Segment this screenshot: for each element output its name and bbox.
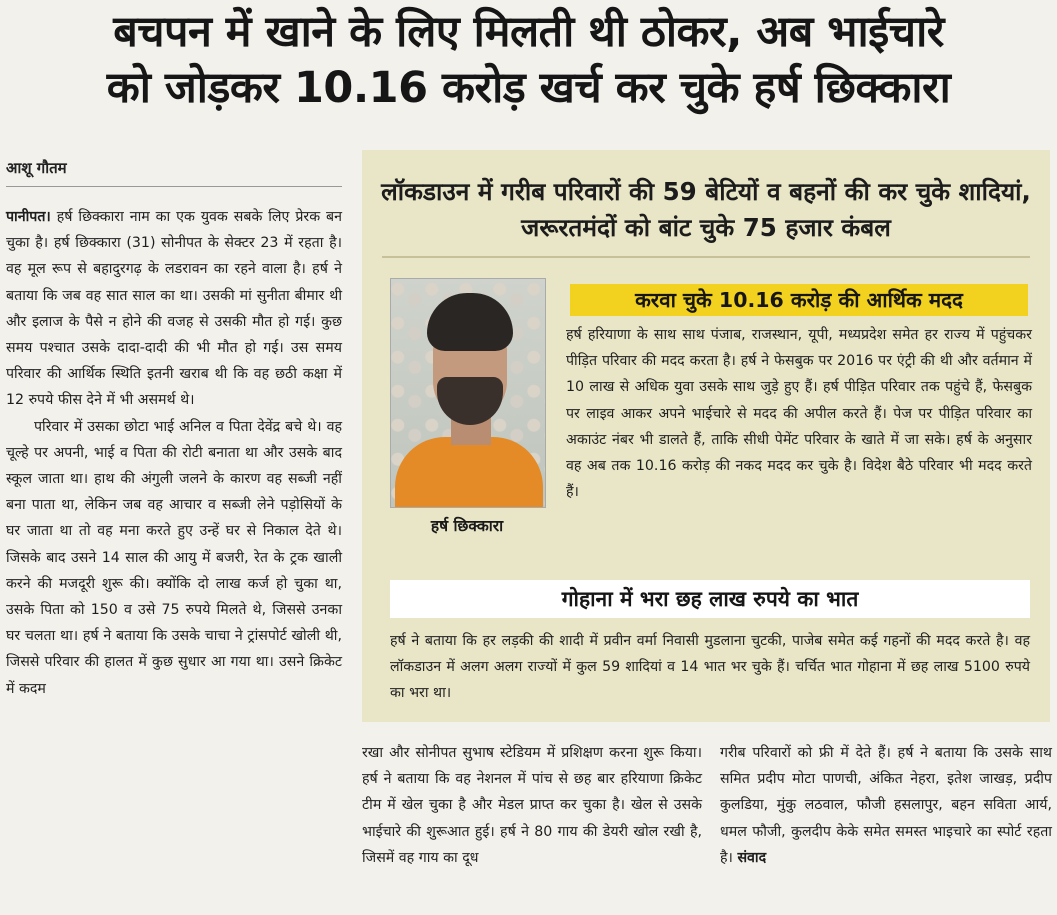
subheading-financial-help: करवा चुके 10.16 करोड़ की आर्थिक मदद bbox=[570, 284, 1028, 316]
headline bbox=[6, 4, 1051, 116]
photo-caption: हर्ष छिक्कारा bbox=[430, 517, 504, 535]
article-paragraph-2: परिवार में उसका छोटा भाई अनिल व पिता देवेंद्र बचे थे। वह चूल्हे पर अपनी, भाई व पिता की रोटी बनाता था और उसके बाद स्कूल जाता था। हाथ की अंगुली जलने के कारण वह सब्जी नहीं बना पाता था, लेकिन जब वह आचार व सब्जी लेने पड़ोसियों के घर जाता था तो वह मना करते हुए उन्हें घर से निकाल देते थे। जिसके बाद उसने 14 साल की आयु में बजरी, रेत के ट्रक खाली करने की मजदूरी शुरू की। क्योंकि दो लाख कर्ज हो चुका था, उसके पिता को 150 व उसे 75 रुपये मिलते थे, जिससे उनका घर चलता था। हर्ष ने बताया कि उसके चाचा ने ट्रांसपोर्ट खोली थी, जिससे परिवार की हालत में कुछ सुधार आ गया था। उसने क्रिकेट में कदम bbox=[6, 418, 342, 697]
dateline: पानीपत। bbox=[6, 209, 51, 225]
photo-shirt bbox=[395, 437, 543, 508]
financial-help-text: हर्ष हरियाणा के साथ साथ पंजाब, राजस्थान, यूपी, मध्यप्रदेश समेत हर राज्य में पहुंचकर पीड़ित परिवार की मदद करता है। हर्ष ने फेसबुक पर 2016 पर एंट्री की थी और वर्तमान में 10 लाख से अधिक युवा उसके साथ जुड़े हुए हैं। हर्ष पीड़ित परिवार तक पहुंचे हैं, फेसबुक पर लाइव आकर अपने भाईचारे से मदद की अपील करते हैं। पेज पर पीड़ित परिवार का अकाउंट नंबर भी डालते हैं, ताकि सीधी पेमेंट परिवार के खाते में जा सके। हर्ष के अनुसार वह अब तक 10.16 करोड़ की नकद मदद कर चुके है। विदेश बैठे परिवार भी मदद करते हैं। bbox=[566, 327, 1032, 501]
article-column-3 bbox=[720, 740, 1052, 871]
column-2-text: रखा और सोनीपत सुभाष स्टेडियम में प्रशिक्षण करना शुरू किया। हर्ष ने बताया कि वह नेशनल में पांच से छह बार हरियाणा क्रिकेट टीम में खेल चुका है और मेडल प्राप्त कर चुका है। खेल से उसके भाईचारे की शुरूआत हुई। हर्ष ने 80 गाय की डेयरी खोल रखी है, जिसमें वह गाय का दूध bbox=[362, 745, 702, 866]
gohana-bhat-text: हर्ष ने बताया कि हर लड़की की शादी में प्रवीन वर्मा निवासी मुडलाना चुटकी, पाजेब समेत कई गहनों की मदद करते है। वह लॉकडाउन में अलग अलग राज्यों में कुल 59 शादियां व 14 भात भर चुके हैं। चर्चित भात गोहाना में छह लाख 5100 रुपये का भरा था। bbox=[390, 633, 1030, 702]
article-paragraph-1 bbox=[6, 204, 342, 414]
signoff: संवाद bbox=[737, 849, 767, 866]
byline-divider bbox=[6, 186, 342, 187]
column-3-paragraph bbox=[720, 740, 1052, 871]
headline-line-1: बचपन में खाने के लिए मिलती थी ठोकर, अब भाईचारे bbox=[113, 7, 944, 57]
portrait-photo bbox=[390, 278, 546, 508]
paragraph-1-text: हर्ष छिक्कारा नाम का एक युवक सबके लिए प्रेरक बन चुका है। हर्ष छिक्कारा (31) सोनीपत के सेक्टर 23 में रहता है। वह मूल रूप से बहादुरगढ़ के लडरावन का रहने वाला है। हर्ष ने बताया कि जब वह सात साल का था। उसकी मां सुनीता बीमार थी और इलाज के पैसे न होने की वजह से उसकी मौत हो गई। कुछ समय पश्चात उसके दादा-दादी की भी मौत हो गई। उस समय परिवार की आर्थिक स्थिति इतनी खराब थी कि वह छठी कक्षा में 12 रुपये फीस देने में भी असमर्थ थे। bbox=[6, 209, 342, 409]
article-column-1 bbox=[6, 204, 342, 702]
headline-line-2: को जोड़कर 10.16 करोड़ खर्च कर चुके हर्ष छिक्कारा bbox=[106, 63, 951, 113]
subheading-gohana-bhat: गोहाना में भरा छह लाख रुपये का भात bbox=[390, 580, 1030, 618]
article-column-2 bbox=[362, 740, 702, 871]
byline: आशू गौतम bbox=[6, 159, 67, 177]
column-3-text: गरीब परिवारों को फ्री में देते हैं। हर्ष ने बताया कि उसके साथ समित प्रदीप मोटा पाणची, अंकित नेहरा, इतेश जाखड़, प्रदीप कुलडिया, मुंकु लठवाल, फौजी हसलापुर, बहन सविता आर्य, धमल फौजी, कुलदीप केके समेत समस्त भाइचारे का स्पोर्ट रहता है। bbox=[720, 745, 1052, 866]
box-title: लॉकडाउन में गरीब परिवारों की 59 बेटियों व बहनों की कर चुके शादियां, जरूरतमंदों को बांट चुके 75 हजार कंबल bbox=[381, 177, 1031, 242]
box-divider bbox=[382, 256, 1030, 258]
